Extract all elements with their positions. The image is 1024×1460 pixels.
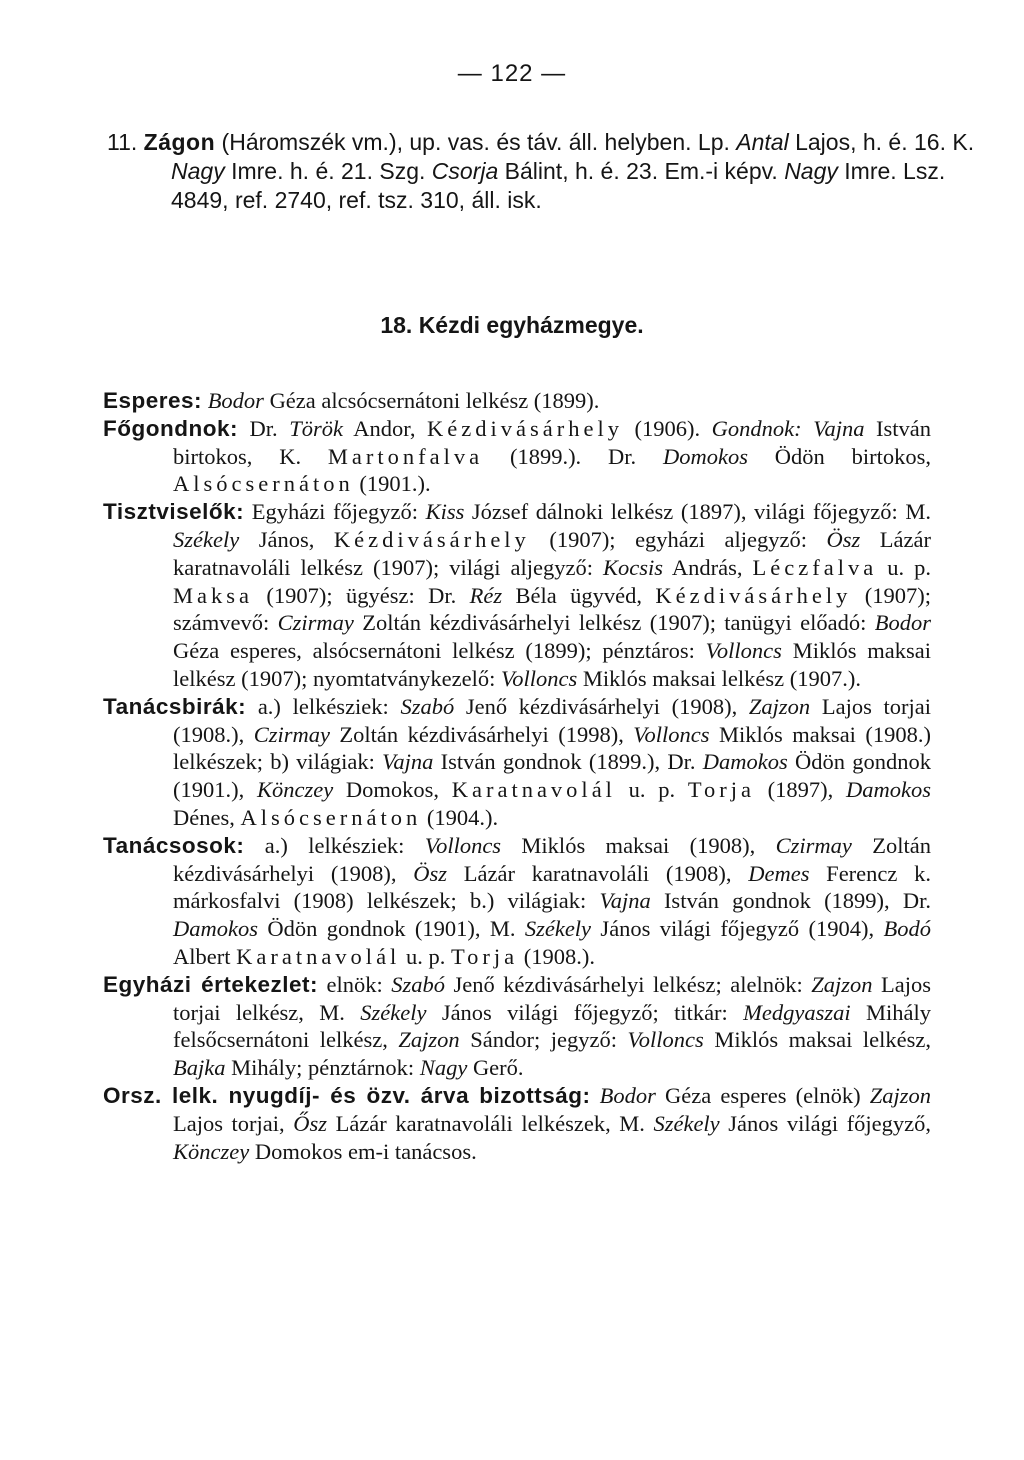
paragraph-lead: Esperes: [103, 388, 203, 413]
person-name: Kiss [425, 499, 465, 525]
place-name: Alsócsernáton [173, 471, 354, 497]
person-name: Zajzon [869, 1082, 932, 1108]
person-name: Domokos [662, 443, 748, 469]
place-name: Kézdivásárhely [655, 582, 852, 608]
paragraph-lead: Orsz. lelk. nyugdíj- és özv. árva bizottság: [103, 1082, 591, 1108]
paragraph-fogondnok: Főgondnok: Dr. Török Andor, Kézdivásárhely (1906). Gondnok: Vajna István birtokos, K. Martonfalva (1899.). Dr. Domokos Ödön birtokos, Alsócsernáton (1901.). [103, 415, 931, 497]
person-name: Székely [524, 916, 592, 942]
person-name: Demes [748, 860, 810, 886]
paragraph-lead: Tisztviselők: [103, 499, 245, 525]
person-name: Vajna [599, 888, 651, 914]
person-name: Bodor [599, 1082, 656, 1108]
person-name: Székely [360, 999, 427, 1025]
person-name: Volloncs [501, 665, 578, 691]
paragraph-lead: Tanácsosok: [103, 832, 245, 858]
person-name: Volloncs [705, 638, 782, 664]
place-name: Alsócsernáton [240, 804, 422, 830]
person-name: Volloncs [633, 721, 710, 747]
place-name: Léczfalva [752, 554, 878, 580]
person-name: Réz [469, 582, 503, 608]
entry-number: 11. [107, 129, 144, 155]
person-name: Volloncs [424, 832, 502, 858]
person-name: Czirmay [775, 832, 852, 858]
person-name: Volloncs [627, 1027, 704, 1053]
paragraph-esperes: Esperes: Bodor Géza alcsócsernátoni lelkész (1899). [103, 388, 600, 413]
place-name: Martonfalva [327, 443, 484, 469]
place-name: Kézdivásárhely [333, 526, 530, 552]
paragraph-lead: Főgondnok: [103, 415, 238, 441]
paragraph-orszagos: Orsz. lelk. nyugdíj- és özv. árva bizottság: Bodor Géza esperes (elnök) Zajzon Lajos torjai, Ősz Lázár karatnavoláli lelkészek, M. Székely János világi főjegyző, Könczey Domokos em-i tanácsos. [103, 1082, 932, 1164]
paragraph-tisztviselok: Tisztviselők: Egyházi főjegyző: Kiss József dálnoki lelkész (1897), világi főjegyző: M. Székely János, Kézdivásárhely (1907); egyházi aljegyző: Ösz Lázár karatnavoláli lelkész (1907); világi aljegyző: Kocsis András, Léczfalva u. p. Maksa (1907); ügyész: Dr. Réz Béla ügyvéd, Kézdivásárhely (1907); számvevő: Czirmay Zoltán kézdivásárhelyi lelkész (1907); tanügyi előadó: Bodor Géza esperes, alsócsernátoni lelkész (1899); pénztáros: Volloncs Miklós maksai lelkész (1907); nyomtatványkezelő: Volloncs Miklós maksai lelkész (1907.). [103, 499, 932, 691]
person-name: Kocsis [603, 554, 664, 580]
place-name: Torja [687, 777, 755, 803]
person-name: Nagy [784, 158, 838, 184]
person-name: Medgyaszai [743, 999, 851, 1025]
village-entry-11: 11. Zágon (Háromszék vm.), up. vas. és táv. áll. helyben. Lp. Antal Lajos, h. é. 16. K. Nagy Imre. h. é. 21. Szg. Csorja Bálint, h. é. 23. Em.-i képv. Nagy Imre. Lsz. 4849, ref. 2740, ref. tsz. 310, áll. isk. [107, 129, 975, 213]
person-name: Török [289, 415, 343, 441]
person-name: Csorja [431, 158, 499, 184]
paragraph-tanacsbirak: Tanácsbirák: a.) lelkésziek: Szabó Jenő kézdivásárhelyi (1908), Zajzon Lajos torjai (1908.), Czirmay Zoltán kézdivásárhelyi (1998), Volloncs Miklós maksai (1908.) lelkészek; b) világiak: Vajna István gondnok (1899.), Dr. Damokos Ödön gondnok (1901.), Könczey Domokos, Karatnavolál u. p. Torja (1897), Damokos Dénes, Alsócsernáton (1904.). [103, 693, 932, 830]
person-name: Antal [736, 129, 789, 155]
person-name: Damokos [702, 749, 788, 775]
person-name: Nagy [171, 158, 225, 184]
person-name: Damokos [173, 916, 258, 942]
person-name: Vajna [382, 749, 434, 775]
section-title: 18. Kézdi egyházmegye. [380, 312, 644, 338]
person-name: Czirmay [277, 610, 354, 636]
person-name: Damokos [846, 777, 931, 803]
role-label: Gondnok: [711, 415, 802, 441]
place-name: Torja [450, 943, 519, 969]
person-name: Könczey [256, 777, 334, 803]
paragraph-ertekezlet: Egyházi értekezlet: elnök: Szabó Jenő kézdivásárhelyi lelkész; alelnök: Zajzon Lajos torjai lelkész, M. Székely János világi főjegyző; titkár: Medgyaszai Mihály felsőcsernátoni lelkész, Zajzon Sándor; jegyző: Volloncs Miklós maksai lelkész, Bajka Mihály; pénztárnok: Nagy Gerő. [103, 971, 932, 1081]
person-name: Zajzon [811, 971, 873, 997]
person-name: Bodor [207, 388, 264, 413]
person-name: Székely [173, 526, 240, 552]
person-name: Zajzon [748, 693, 811, 719]
place-name: Karatnavolál [236, 943, 401, 969]
person-name: Szabó [391, 971, 446, 997]
person-name: Szabó [400, 693, 455, 719]
person-name: Ösz [413, 860, 448, 886]
person-name: Könczey [173, 1138, 250, 1164]
diocese-body [103, 387, 931, 1165]
place-name: Karatnavolál [451, 777, 616, 803]
person-name: Ösz [826, 526, 861, 552]
paragraph-lead: Egyházi értekezlet: [103, 971, 318, 997]
person-name: Vajna [813, 415, 865, 441]
person-name: Nagy [419, 1055, 468, 1081]
paragraph-tanacsosok: Tanácsosok: a.) lelkésziek: Volloncs Miklós maksai (1908), Czirmay Zoltán kézdivásárhelyi (1908), Ösz Lázár karatnavoláli (1908), Demes Ferencz k. márkosfalvi (1908) lelkészek; b.) világiak: Vajna István gondnok (1899), Dr. Damokos Ödön gondnok (1901), M. Székely János világi főjegyző (1904), Bodó Albert Karatnavolál u. p. Torja (1908.). [103, 832, 932, 969]
person-name: Bodor [874, 610, 932, 636]
person-name: Ősz [293, 1110, 328, 1136]
person-name: Bodó [883, 916, 931, 942]
place-name: Maksa [173, 582, 253, 608]
person-name: Czirmay [253, 721, 330, 747]
place-name: Kézdivásárhely [427, 415, 623, 441]
page-number: — 122 — [457, 60, 567, 87]
village-name: Zágon [143, 129, 216, 155]
paragraph-lead: Tanácsbirák: [103, 693, 247, 719]
person-name: Bajka [173, 1055, 226, 1081]
person-name: Zajzon [398, 1027, 460, 1053]
person-name: Székely [653, 1110, 720, 1136]
